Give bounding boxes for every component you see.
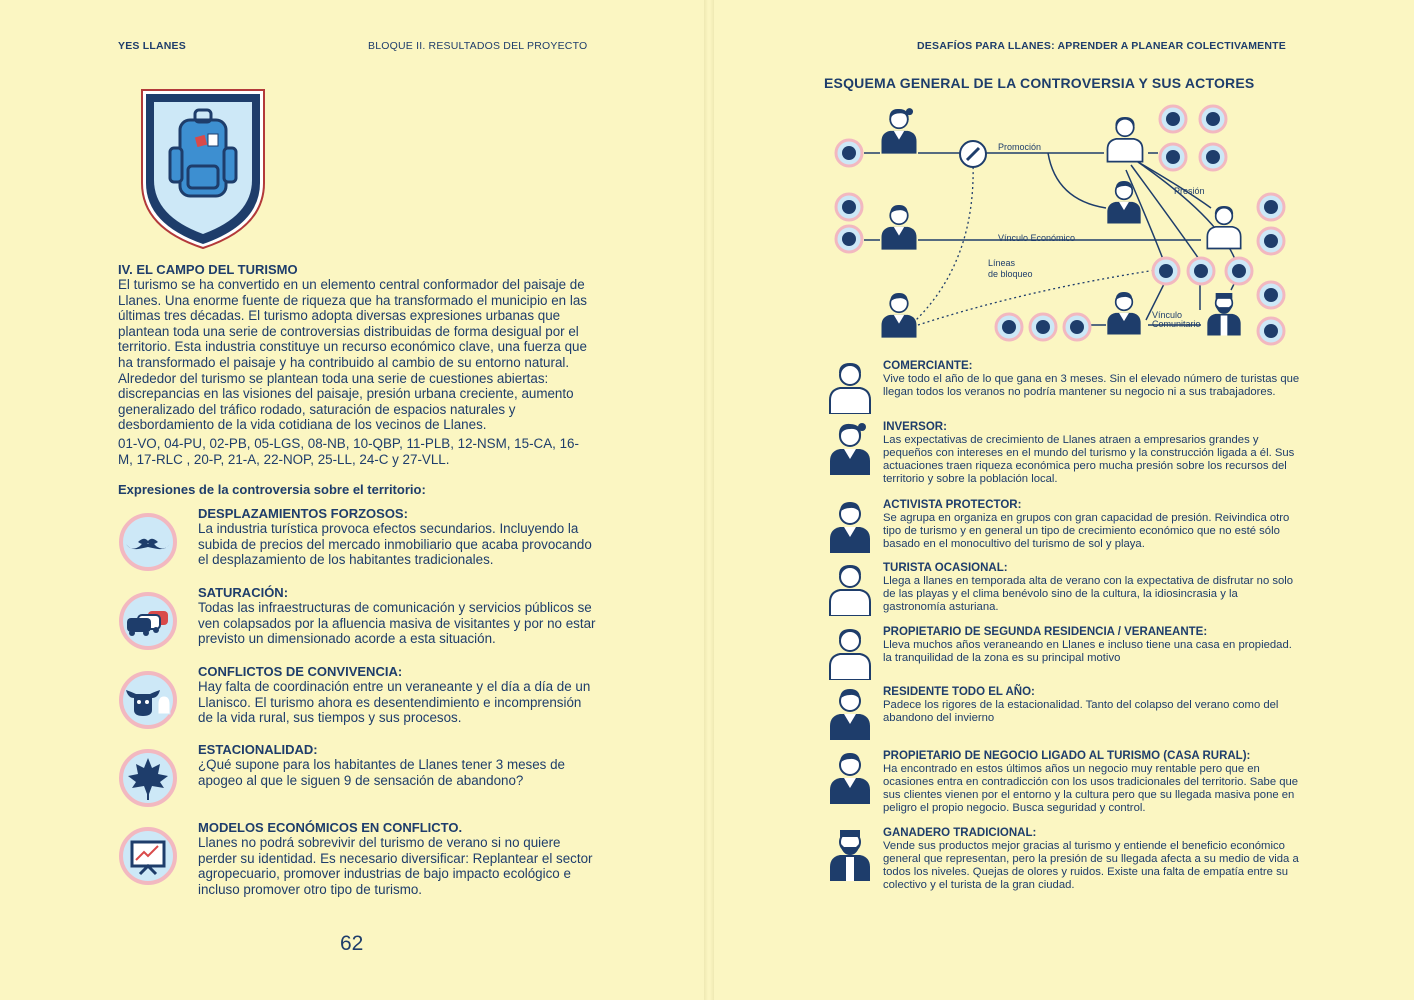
- vinculo-economico-label: Vínculo Económico: [998, 233, 1076, 243]
- page-number: 62: [340, 932, 364, 955]
- expression-item: [118, 742, 598, 818]
- cow-icon: [1258, 194, 1284, 220]
- actor-text: Llega a llanes en temporada alta de verano con la expectativa de disfrutar no solo de las playas y el clima benévolo sino de la cultura, la idiosincrasia y la gastronomía asturiana.: [883, 575, 1294, 613]
- expression-title: MODELOS ECONÓMICOS EN CONFLICTO.: [198, 820, 463, 835]
- body-paragraph: [118, 277, 592, 433]
- expression-title: ESTACIONALIDAD:: [198, 742, 318, 757]
- leaf-icon: [1200, 106, 1226, 132]
- vinculo-label: Vínculo: [1152, 310, 1183, 320]
- chart-board-icon: [1200, 144, 1226, 170]
- expression-item: [118, 506, 598, 582]
- expression-title: DESPLAZAMIENTOS FORZOSOS:: [198, 506, 408, 521]
- section-title: IV. EL CAMPO DEL TURISMO: [118, 262, 298, 277]
- actor-text: Se agrupa en organiza en grupos con gran capacidad de presión. Reivindica otro tipo de turismo y en general un tipo de crecimiento económico que no esté sólo basado en el monocultivo del turismo de sol y playa.: [883, 512, 1290, 550]
- actor-title: ACTIVISTA PROTECTOR:: [883, 499, 1022, 511]
- cow-icon: [1160, 106, 1186, 132]
- expression-text: Todas las infraestructuras de comunicación y servicios públicos se ven colapsados por la afluencia masiva de visitantes y por no estar previsto un dimensionado acorde a esta situación.: [198, 600, 596, 647]
- leaf-icon: [1258, 228, 1284, 254]
- expression-item: [118, 820, 598, 897]
- chart-board-icon: [1188, 258, 1214, 284]
- chart-board-icon: [1226, 258, 1252, 284]
- expressions-subheading: Expresiones de la controversia sobre el territorio:: [118, 482, 426, 497]
- actor-title: GANADERO TRADICIONAL:: [883, 827, 1037, 839]
- expression-text: ¿Qué supone para los habitantes de Llanes tener 3 meses de apogeo al que le siguen 9 de sensación de abandono?: [198, 757, 565, 788]
- actor-title: RESIDENTE TODO EL AÑO:: [883, 686, 1035, 698]
- actor-text: Padece los rigores de la estacionalidad. Tanto del colapso del verano como del abandono del invierno: [883, 699, 1279, 724]
- header-section: BLOQUE II. RESULTADOS DEL PROYECTO: [368, 40, 588, 52]
- resident-icon: [1107, 292, 1140, 335]
- comunitario-label: Comunitario: [1152, 319, 1201, 329]
- investor-icon: [826, 421, 874, 475]
- bloqueo-label: de bloqueo: [988, 269, 1033, 279]
- rural-house-owner-icon: [826, 750, 874, 804]
- leaf-icon: [118, 748, 178, 808]
- mustache-icon: [1064, 314, 1090, 340]
- backpack-shield-icon: [140, 88, 266, 250]
- interview-codes: 01-VO, 04-PU, 02-PB, 05-LGS, 08-NB, 10-QBP, 11-PLB, 12-NSM, 15-CA, 16-M, 17-RLC , 20-P, 21-A, 22-NOP, 25-LL, 24-C y 27-VLL.: [118, 436, 579, 467]
- rural-house-owner-icon: [1107, 181, 1140, 224]
- cars-icon: [1160, 144, 1186, 170]
- cow-icon: [1258, 282, 1284, 308]
- shopkeeper-icon: [882, 205, 917, 250]
- cow-icon: [118, 670, 178, 730]
- page-gutter: [704, 0, 714, 1000]
- expression-text: Hay falta de coordinación entre un veraneante y el día a día de un Llanisco. El turismo ahora es desentendimiento e incomprensión de la vida rural, sus tiempos y sus procesos.: [198, 679, 591, 726]
- tourist-icon: [826, 562, 874, 616]
- expression-item: [118, 664, 598, 740]
- expression-text: La industria turística provoca efectos secundarios. Incluyendo la subida de precios del mercado inmobiliario que acaba provocando el desplazamiento de los habitantes tradicionales.: [198, 521, 592, 568]
- shopkeeper-icon: [826, 360, 874, 414]
- actor-text: Vive todo el año de lo que gana en 3 meses. Sin el elevado número de turistas que llegan todos los veranos no podría mantener su negocio ni a sus trabajadores.: [883, 373, 1300, 398]
- header-left: YES LLANES: [118, 40, 186, 52]
- cow-icon: [996, 314, 1022, 340]
- mustache-icon: [118, 512, 178, 572]
- investor-icon: [882, 108, 917, 154]
- expression-title: SATURACIÓN:: [198, 585, 289, 600]
- cars-icon: [1030, 314, 1056, 340]
- lineas-label: Líneas: [988, 258, 1016, 268]
- tourist-icon: [1207, 207, 1240, 249]
- scheme-title: ESQUEMA GENERAL DE LA CONTROVERSIA Y SUS ACTORES: [824, 75, 1255, 91]
- presion-label: Presión: [1174, 186, 1205, 196]
- farmer-icon: [1207, 293, 1240, 336]
- chart-board-icon: [836, 140, 862, 166]
- actor-title: PROPIETARIO DE SEGUNDA RESIDENCIA / VERANEANTE:: [883, 626, 1208, 638]
- expression-title: CONFLICTOS DE CONVIVENCIA:: [198, 664, 403, 679]
- actors-network-diagram: [826, 100, 1296, 350]
- actor-title: INVERSOR:: [883, 421, 947, 433]
- chart-board-icon: [1258, 318, 1284, 344]
- actor-title: PROPIETARIO DE NEGOCIO LIGADO AL TURISMO (CASA RURAL):: [883, 750, 1251, 762]
- promocion-label: Promoción: [998, 142, 1042, 152]
- car-icon: [1153, 258, 1179, 284]
- activist-icon: [882, 293, 917, 338]
- chart-board-icon: [836, 226, 862, 252]
- activist-icon: [826, 499, 874, 553]
- expression-text: Llanes no podrá sobrevivir del turismo de verano si no quiere perder su identidad. Es necesario diversificar: Replantear el sector agropecuario, promover industrias de bajo impacto ecológico e incluso promover otro tipo de turismo.: [198, 835, 593, 897]
- header-right: DESAFÍOS PARA LLANES: APRENDER A PLANEAR COLECTIVAMENTE: [917, 40, 1286, 52]
- actor-title: COMERCIANTE:: [883, 360, 973, 372]
- body-text: El turismo se ha convertido en un elemento central conformador del paisaje de Llanes. Una enorme fuente de riqueza que ha transformado el municipio en las últimas tres décadas. El turismo adopta diversas expresiones urbanas que plantean toda una serie de controversias distribuidas de forma desigual por el territorio. Esta industria constituye un recurso económico clave, una fuerza que ha transformado el paisaje y ha contribuido al cambio de su entorno natural. Alrededor del turismo se plantean toda una serie de cuestiones abiertas: discrepancias en las visiones del paisaje, presión urbana creciente, aumento generalizado del tráfico rodado, saturación de espacios naturales y desbordamiento de la vida cotidiana de los vecinos de Llanes.: [118, 277, 587, 433]
- farmer-icon: [826, 827, 874, 881]
- actor-text: Vende sus productos mejor gracias al turismo y entiende el beneficio económico general que representan, pero la presión de su llegada afecta a su medio de vida a todos los niveles. Quejas de olores y ruidos. Existe una falta de empatía entre su colectivo y el turista de la gran ciudad.: [883, 840, 1299, 891]
- actor-text: Ha encontrado en estos últimos años un negocio muy rentable pero que en ocasiones entra en contradicción con los usos tradicionales del territorio. Sabe que sus clientes vienen por el entorno y la cultura pero que su llegada masiva pone en peligro el propio negocio. Busca seguridad y control.: [883, 763, 1299, 814]
- summer-resident-icon: [826, 626, 874, 680]
- expression-item: [118, 585, 598, 661]
- chart-board-icon: [118, 826, 178, 886]
- summer-resident-icon: [1108, 118, 1143, 162]
- actor-text: Lleva muchos años veraneando en Llanes e incluso tiene una casa en propiedad. la tranquilidad de la zona es su principal motivo: [883, 639, 1292, 664]
- resident-icon: [826, 686, 874, 740]
- actor-text: Las expectativas de crecimiento de Llanes atraen a empresarios grandes y pequeños con intereses en el mundo del turismo y la construcción ligada a él. Sus actuaciones traen riqueza económica pero mucha presión sobre los recursos del territorio y sobre la población local.: [883, 434, 1295, 485]
- leaf-icon: [836, 194, 862, 220]
- actor-title: TURISTA OCASIONAL:: [883, 562, 1008, 574]
- cars-icon: [118, 591, 178, 651]
